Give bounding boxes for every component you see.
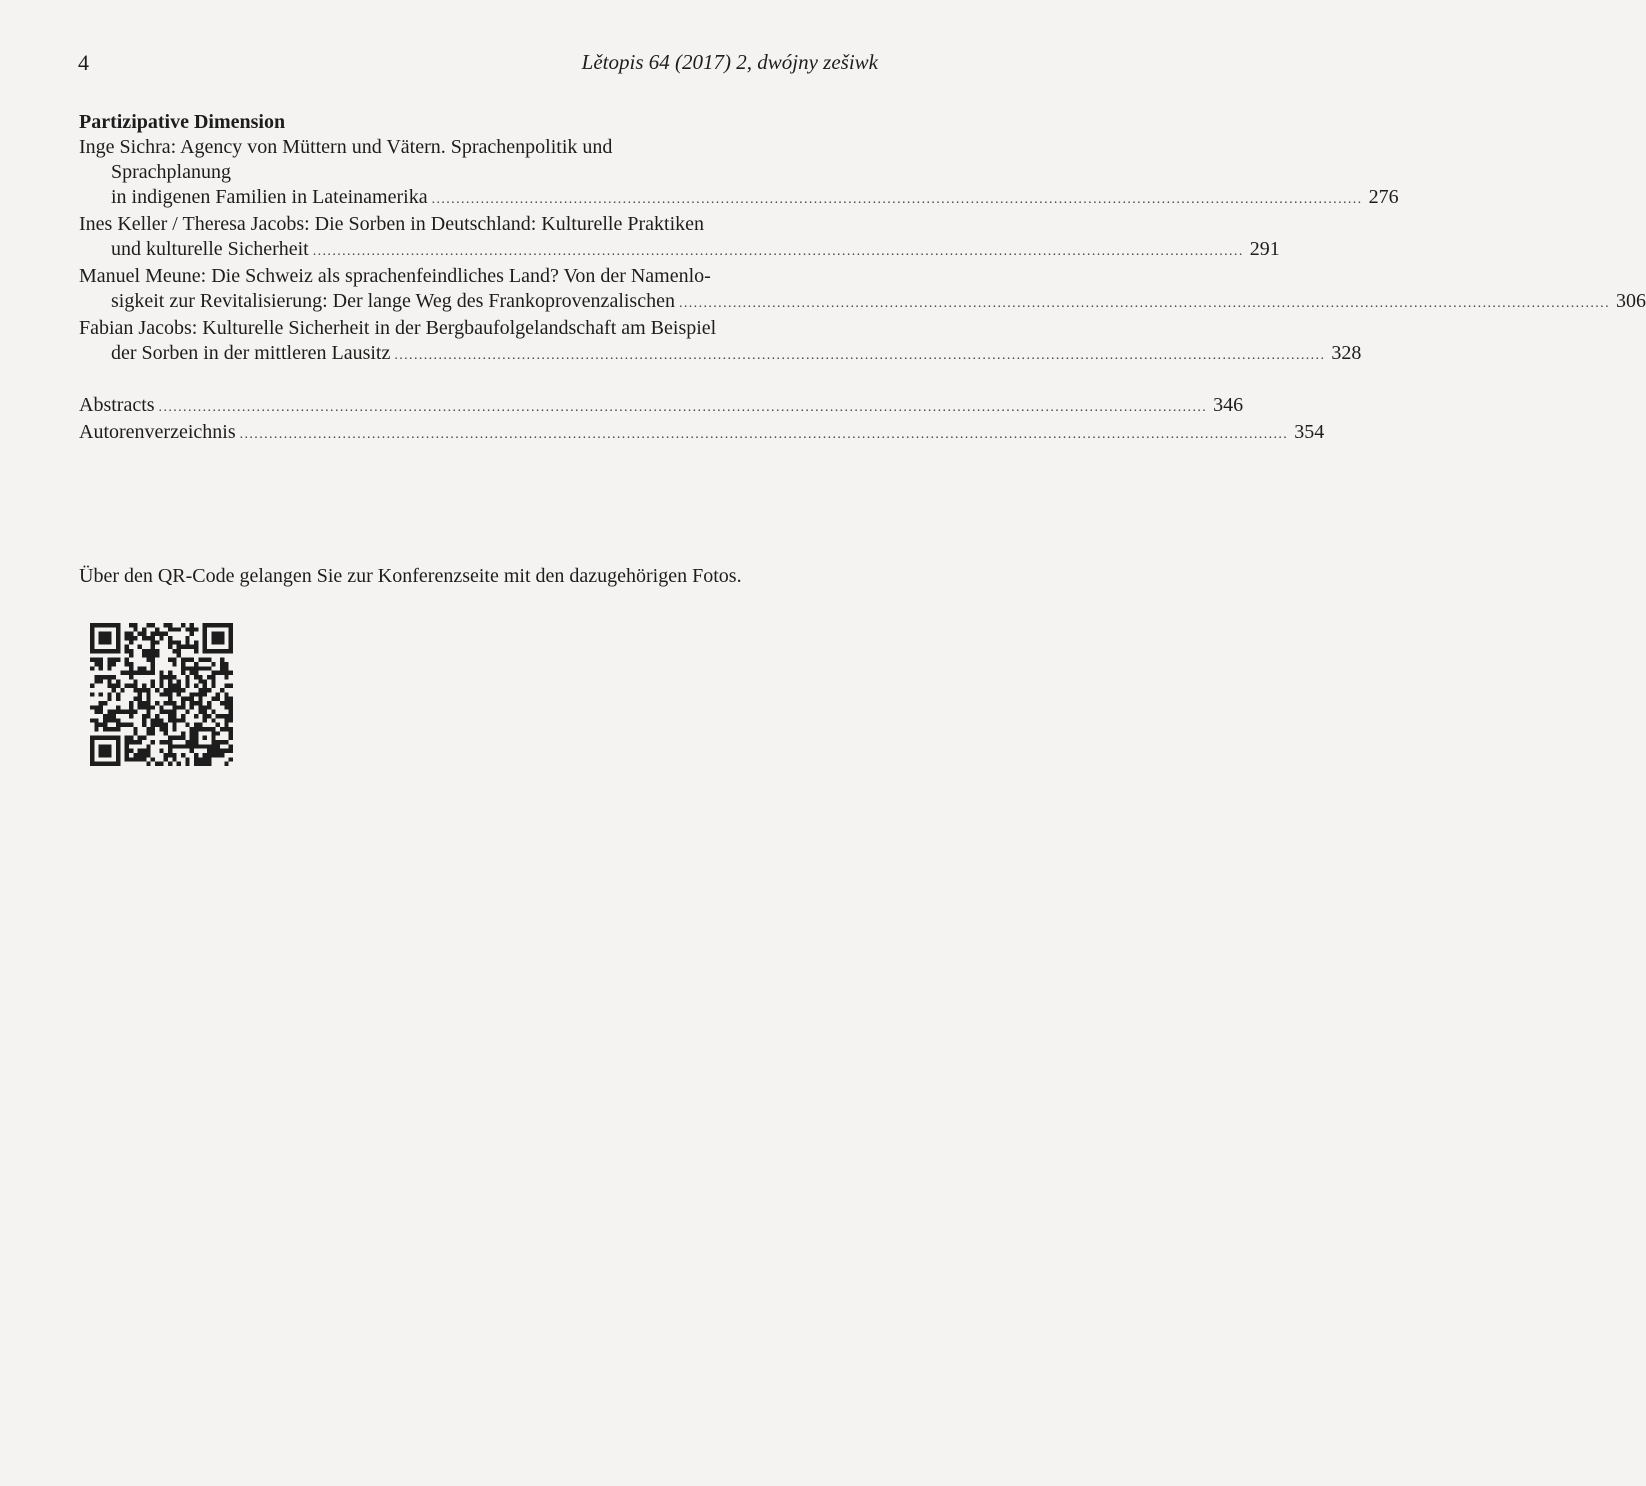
dot-leader: ..............................................................................................................................................................................................: [312, 244, 1244, 259]
dot-leader: ......................................................................................................................................................................................................................: [239, 427, 1289, 442]
toc-entry-title-line: Ines Keller / Theresa Jacobs: Die Sorben in Deutschland: Kulturelle Praktiken: [79, 213, 705, 235]
toc-entry: [79, 135, 1399, 212]
toc-entry-title-line: Fabian Jacobs: Kulturelle Sicherheit in der Bergbaufolgelandschaft am Beispiel: [79, 317, 717, 339]
toc-entry-leader-line: [79, 341, 1362, 368]
toc-page-number: 328: [1331, 342, 1362, 364]
dot-leader: ......................................................................................................................................................................................................................: [158, 400, 1208, 415]
toc-entry-title-line: Sprachplanung: [111, 161, 231, 183]
toc-entry: [79, 316, 1362, 368]
toc-back-matter-entry: [79, 393, 1244, 420]
toc-page-number: 291: [1249, 238, 1280, 260]
toc-entry-title-line: der Sorben in der mittleren Lausitz: [111, 342, 391, 364]
toc-back-matter-entry: [79, 420, 1325, 447]
toc-page-number: 306: [1615, 290, 1646, 312]
section-heading: Partizipative Dimension: [79, 111, 286, 133]
toc-page-number: 354: [1294, 421, 1325, 443]
dot-leader: ..............................................................................................................................................................................................: [394, 348, 1326, 363]
dot-leader: ..............................................................................................................................................................................................: [678, 296, 1610, 311]
dot-leader: ..............................................................................................................................................................................................: [431, 192, 1363, 207]
toc-entry-title-line: Manuel Meune: Die Schweiz als sprachenfeindliches Land? Von der Namenlo-: [79, 265, 711, 287]
toc-entry-leader-line: [79, 185, 1399, 212]
toc-entry-leader-line: [79, 289, 1646, 316]
toc-page-number: 276: [1368, 186, 1399, 208]
toc-entry-title-line: in indigenen Familien in Lateinamerika: [111, 186, 428, 208]
qr-note: Über den QR-Code gelangen Sie zur Konferenzseite mit den dazugehörigen Fotos.: [79, 565, 742, 587]
toc-entry-title: Autorenverzeichnis: [79, 421, 236, 443]
toc-entry: [79, 264, 1646, 316]
toc-page-number: 346: [1213, 394, 1244, 416]
table-of-contents: [79, 110, 1646, 447]
toc-entry-title-line: und kulturelle Sicherheit: [111, 238, 309, 260]
toc-entry-leader-line: [79, 237, 1280, 264]
toc-entry-title-line: Inge Sichra: Agency von Müttern und Vätern. Sprachenpolitik und: [79, 136, 613, 158]
page-number: 4: [78, 50, 89, 75]
toc-entry: [79, 212, 1280, 264]
running-head: Lětopis 64 (2017) 2, dwójny zešiwk: [581, 50, 878, 74]
toc-entry-title: Abstracts: [79, 394, 155, 416]
toc-entry-title-line: sigkeit zur Revitalisierung: Der lange Weg des Frankoprovenzalischen: [111, 290, 675, 312]
qr-code-icon[interactable]: [90, 623, 233, 766]
